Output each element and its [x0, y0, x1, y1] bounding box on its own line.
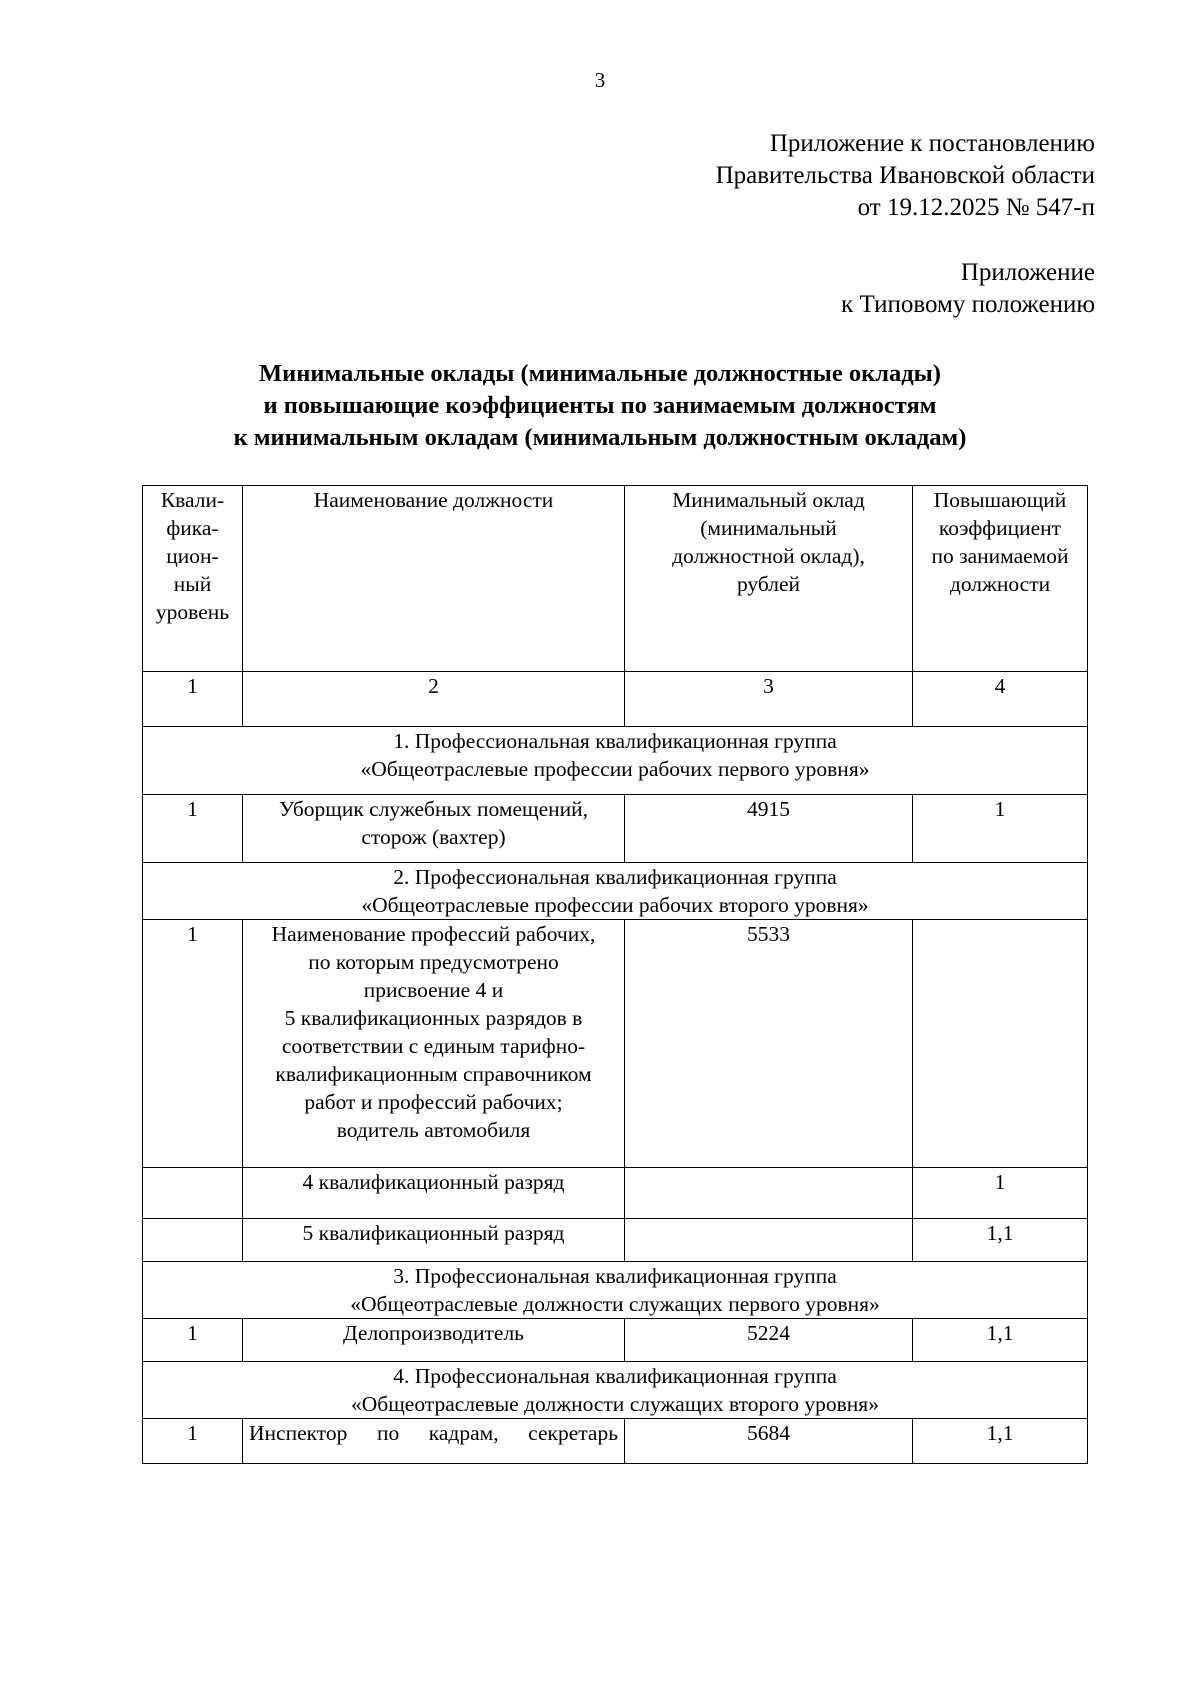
cell-salary — [625, 1219, 913, 1262]
page-number: 3 — [594, 68, 606, 92]
group-title: 2. Профессиональная квалификационная группа «Общеотраслевые профессии рабочих второго уровня» — [143, 863, 1088, 920]
column-number: 4 — [913, 672, 1088, 727]
approval-header-line: от 19.12.2025 № 547-п — [857, 194, 1095, 221]
column-number: 3 — [625, 672, 913, 727]
group-title: 3. Профессиональная квалификационная группа «Общеотраслевые должности служащих первого уровня» — [143, 1262, 1088, 1319]
table-row — [143, 795, 1088, 863]
table-row — [143, 1168, 1088, 1219]
cell-coefficient: 1,1 — [913, 1319, 1088, 1362]
appendix-header-line: к Типовому положению — [841, 291, 1095, 318]
approval-header-line: Приложение к постановлению — [769, 130, 1095, 157]
group-row — [143, 727, 1088, 795]
header-position-name: Наименование должности — [243, 486, 625, 672]
cell-salary: 5684 — [625, 1419, 913, 1464]
appendix-header-line: Приложение — [960, 259, 1095, 286]
table-header-row — [143, 486, 1088, 672]
cell-level: 1 — [143, 1419, 243, 1464]
group-row — [143, 1362, 1088, 1419]
header-qualification-level: Квали- фика- цион- ный уровень — [143, 486, 243, 672]
cell-position: 4 квалификационный разряд — [243, 1168, 625, 1219]
group-row — [143, 863, 1088, 920]
cell-salary: 4915 — [625, 795, 913, 863]
cell-salary — [625, 1168, 913, 1219]
document-title — [0, 358, 1200, 454]
cell-position: Инспектор по кадрам, секретарь — [243, 1419, 625, 1464]
cell-coefficient — [913, 920, 1088, 1168]
cell-level — [143, 1168, 243, 1219]
cell-coefficient: 1,1 — [913, 1219, 1088, 1262]
group-title: 1. Профессиональная квалификационная группа «Общеотраслевые профессии рабочих первого уровня» — [143, 727, 1088, 795]
table-row — [143, 920, 1088, 1168]
header-coefficient: Повышающий коэффициент по занимаемой должности — [913, 486, 1088, 672]
cell-position: Делопроизводитель — [243, 1319, 625, 1362]
cell-coefficient: 1 — [913, 795, 1088, 863]
header-min-salary: Минимальный оклад (минимальный должностной оклад), рублей — [625, 486, 913, 672]
column-number: 1 — [143, 672, 243, 727]
group-title: 4. Профессиональная квалификационная группа «Общеотраслевые должности служащих второго уровня» — [143, 1362, 1088, 1419]
salary-table — [142, 485, 1088, 1464]
title-line: и повышающие коэффициенты по занимаемым должностям — [263, 392, 937, 419]
cell-salary: 5224 — [625, 1319, 913, 1362]
group-row — [143, 1262, 1088, 1319]
cell-position: Наименование профессий рабочих, по которым предусмотрено присвоение 4 и 5 квалификационных разрядов в соответствии с единым тарифно- квалификационным справочником работ и профессий рабочих; водитель автомобиля — [243, 920, 625, 1168]
approval-header — [716, 128, 1095, 224]
cell-level: 1 — [143, 795, 243, 863]
cell-position: Уборщик служебных помещений, сторож (вахтер) — [243, 795, 625, 863]
cell-position: 5 квалификационный разряд — [243, 1219, 625, 1262]
table-row — [143, 1419, 1088, 1464]
table-row — [143, 1219, 1088, 1262]
column-number-row — [143, 672, 1088, 727]
title-line: Минимальные оклады (минимальные должностные оклады) — [259, 360, 941, 387]
table-row — [143, 1319, 1088, 1362]
approval-header-line: Правительства Ивановской области — [715, 162, 1095, 189]
appendix-header — [841, 257, 1095, 321]
cell-salary: 5533 — [625, 920, 913, 1168]
title-line: к минимальным окладам (минимальным должностным окладам) — [233, 424, 967, 451]
cell-level — [143, 1219, 243, 1262]
cell-level: 1 — [143, 920, 243, 1168]
column-number: 2 — [243, 672, 625, 727]
cell-level: 1 — [143, 1319, 243, 1362]
cell-coefficient: 1,1 — [913, 1419, 1088, 1464]
cell-coefficient: 1 — [913, 1168, 1088, 1219]
